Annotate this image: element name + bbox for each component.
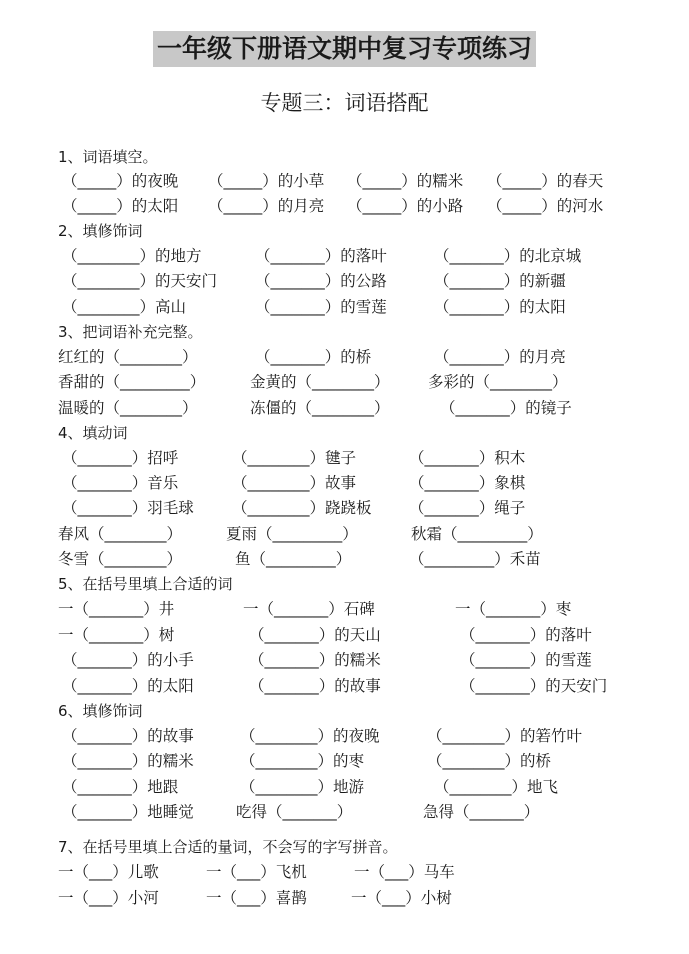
blank-item[interactable]: 一（___）马车	[354, 863, 455, 881]
section-4-row-1	[0, 447, 689, 472]
blank-item[interactable]: （_______）的桥	[255, 348, 372, 366]
blank-item[interactable]: 鱼（_________）	[235, 550, 352, 568]
blank-item[interactable]: （_______）象棋	[409, 474, 526, 492]
blank-item[interactable]: （_____）的月亮	[208, 197, 325, 215]
blank-item[interactable]: （________）的箬竹叶	[427, 727, 583, 745]
blank-item[interactable]: （________）毽子	[232, 449, 357, 467]
blank-item[interactable]: （_______）的新疆	[434, 272, 566, 290]
blank-item[interactable]: 一（___）儿歌	[58, 863, 159, 881]
section-2-row-3	[0, 296, 689, 321]
blank-item[interactable]: 夏雨（_________）	[226, 525, 358, 543]
blank-item[interactable]: 冻僵的（________）	[250, 399, 390, 417]
blank-item[interactable]: （_______）的天山	[249, 626, 381, 644]
blank-item[interactable]: 秋霜（_________）	[411, 525, 543, 543]
blank-item[interactable]: （________）跷跷板	[232, 499, 372, 517]
blank-item[interactable]: 温暖的（________）	[58, 399, 198, 417]
section-4-row-3	[0, 497, 689, 522]
section-3-row-1	[0, 346, 689, 371]
blank-item[interactable]: （________）地飞	[434, 778, 559, 796]
section-1-heading: 1、词语填空。	[58, 148, 158, 166]
blank-item[interactable]: （_______）地跟	[62, 778, 179, 796]
blank-item[interactable]: （_______）绳子	[409, 499, 526, 517]
blank-item[interactable]: （_______）羽毛球	[62, 499, 194, 517]
section-2-row-1	[0, 245, 689, 270]
section-5-row-2	[0, 624, 689, 649]
blank-item[interactable]: 一（___）小树	[351, 889, 452, 907]
blank-item[interactable]: （________）高山	[62, 298, 187, 316]
section-4-row-5	[0, 548, 689, 573]
blank-item[interactable]: （_______）的公路	[255, 272, 387, 290]
blank-item[interactable]: （________）地游	[240, 778, 365, 796]
blank-item[interactable]: （________）的夜晚	[240, 727, 380, 745]
blank-item[interactable]: 春风（________）	[58, 525, 183, 543]
blank-item[interactable]: （________）的地方	[62, 247, 202, 265]
blank-item[interactable]: （_______）的糯米	[249, 651, 381, 669]
blank-item[interactable]: 一（___）喜鹊	[206, 889, 307, 907]
blank-item[interactable]: 香甜的（_________）	[58, 373, 206, 391]
blank-item[interactable]: （_______）的落叶	[255, 247, 387, 265]
section-6-row-4	[0, 801, 689, 826]
section-3-row-2	[0, 371, 689, 396]
blank-item[interactable]: 冬雪（________）	[58, 550, 183, 568]
section-4-row-2	[0, 472, 689, 497]
blank-item[interactable]: 一（_______）树	[58, 626, 175, 644]
blank-item[interactable]: （________）的桥	[427, 752, 552, 770]
title-wrap	[0, 31, 689, 67]
section-4-row-4	[0, 523, 689, 548]
blank-item[interactable]: 一（_______）井	[58, 600, 175, 618]
blank-item[interactable]: （________）故事	[232, 474, 357, 492]
blank-item[interactable]: （_____）的春天	[487, 172, 604, 190]
section-6-row-1	[0, 725, 689, 750]
blank-item[interactable]: （_____）的太阳	[62, 197, 179, 215]
blank-item[interactable]: （_______）的故事	[62, 727, 194, 745]
blank-item[interactable]: 红红的（________）	[58, 348, 198, 366]
section-6-heading: 6、填修饰词	[58, 702, 143, 720]
page-title: 一年级下册语文期中复习专项练习	[153, 31, 536, 67]
blank-item[interactable]: 吃得（_______）	[236, 803, 353, 821]
section-7-row-2	[0, 887, 689, 912]
blank-item[interactable]: （_______）的糯米	[62, 752, 194, 770]
section-1-row-1	[0, 170, 689, 195]
section-6-row-3	[0, 776, 689, 801]
blank-item[interactable]: （_____）的糯米	[347, 172, 464, 190]
section-5-row-3	[0, 649, 689, 674]
blank-item[interactable]: （_______）的雪莲	[460, 651, 592, 669]
blank-item[interactable]: （_______）的太阳	[434, 298, 566, 316]
blank-item[interactable]: （_____）的河水	[487, 197, 604, 215]
blank-item[interactable]: （_______）的太阳	[62, 677, 194, 695]
blank-item[interactable]: （_______）的镜子	[440, 399, 572, 417]
section-3-heading: 3、把词语补充完整。	[58, 323, 203, 341]
blank-item[interactable]: （_____）的小路	[347, 197, 464, 215]
blank-item[interactable]: （________）的天安门	[62, 272, 218, 290]
section-6-row-2	[0, 750, 689, 775]
blank-item[interactable]: 多彩的（________）	[428, 373, 568, 391]
blank-item[interactable]: （_______）的北京城	[434, 247, 582, 265]
blank-item[interactable]: 一（_______）枣	[455, 600, 572, 618]
page-subtitle: 专题三：词语搭配	[260, 91, 429, 115]
section-7-heading: 7、在括号里填上合适的量词，不会写的字写拼音。	[58, 838, 398, 856]
blank-item[interactable]: （_________）禾苗	[409, 550, 541, 568]
blank-item[interactable]: （_______）的小手	[62, 651, 194, 669]
section-3-row-3	[0, 397, 689, 422]
section-2-row-2	[0, 270, 689, 295]
blank-item[interactable]: （________）的枣	[240, 752, 365, 770]
blank-item[interactable]: （_______）的雪莲	[255, 298, 387, 316]
blank-item[interactable]: （_______）的落叶	[460, 626, 592, 644]
section-4-heading: 4、填动词	[58, 424, 128, 442]
section-2-heading: 2、填修饰词	[58, 222, 143, 240]
blank-item[interactable]: 一（___）小河	[58, 889, 159, 907]
blank-item[interactable]: （_______）地睡觉	[62, 803, 194, 821]
section-5-row-1	[0, 598, 689, 623]
section-5-row-4	[0, 675, 689, 700]
blank-item[interactable]: 急得（_______）	[423, 803, 540, 821]
blank-item[interactable]: 一（_______）石碑	[243, 600, 375, 618]
blank-item[interactable]: （_____）的小草	[208, 172, 325, 190]
blank-item[interactable]: （_______）招呼	[62, 449, 179, 467]
blank-item[interactable]: （_______）的月亮	[434, 348, 566, 366]
section-1-row-2	[0, 195, 689, 220]
blank-item[interactable]: （_______）音乐	[62, 474, 179, 492]
blank-item[interactable]: （_______）的故事	[249, 677, 381, 695]
section-7-row-1	[0, 861, 689, 886]
section-5-heading: 5、在括号里填上合适的词	[58, 575, 233, 593]
blank-item[interactable]: （_______）积木	[409, 449, 526, 467]
blank-item[interactable]: （_______）的天安门	[460, 677, 608, 695]
blank-item[interactable]: 金黄的（________）	[250, 373, 390, 391]
blank-item[interactable]: 一（___）飞机	[206, 863, 307, 881]
blank-item[interactable]: （_____）的夜晚	[62, 172, 179, 190]
